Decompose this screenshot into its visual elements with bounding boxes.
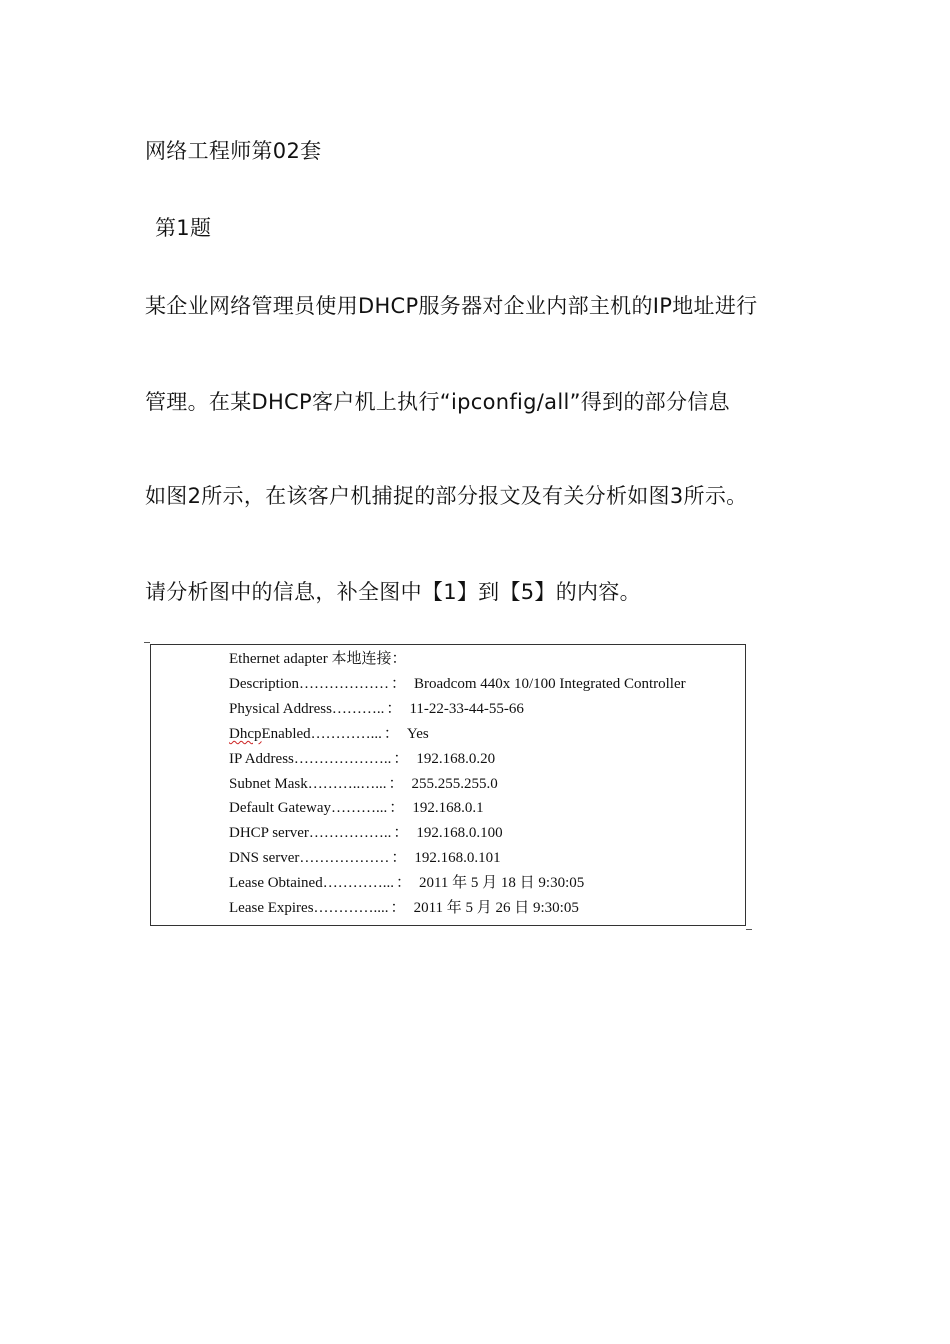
figure-row-subnet-mask [229,775,686,800]
row-dots: …………... [310,725,382,742]
row-separator: ： [395,875,411,892]
figure-row-description [229,675,686,700]
row-key: DHCP server [229,825,309,842]
figure-row-dns-server [229,849,686,874]
row-value: 192.168.0.100 [416,825,503,842]
figure-row-lease-obtained [229,874,686,899]
doc-title: 网络工程师第02套 [145,139,322,163]
row-dots: …………... [322,875,394,892]
row-dots: ……….. [331,700,385,717]
figure-row-default-gateway [229,799,686,824]
question-number: 第1题 [155,216,212,240]
row-key-misspelled: Dhcp [229,725,262,742]
row-key-rest: Enabled [261,725,311,742]
figure-header: Ethernet adapter 本地连接： [229,651,407,667]
row-separator: ： [393,750,409,767]
row-value: 192.168.0.1 [412,800,484,817]
row-separator: ： [388,775,404,792]
row-dots: ……………… [299,850,390,867]
row-value: 192.168.0.101 [414,850,501,867]
figure-row-physical-address [229,700,686,725]
question-paragraph-line-4: 请分析图中的信息，补全图中【1】到【5】的内容。 [145,580,641,604]
row-value: Broadcom 440x 10/100 Integrated Controller [414,676,686,692]
question-paragraph-line-3: 如图2所示，在该客户机捕捉的部分报文及有关分析如图3所示。 [145,484,748,508]
row-separator: ： [393,825,409,842]
row-value: 192.168.0.20 [416,750,496,767]
figure-corner-mark [144,642,150,643]
row-separator: ： [386,700,402,717]
row-key: Subnet Mask [229,775,308,792]
figure-row-lease-expires [229,899,686,924]
row-dots: ………... [331,800,388,817]
figure-row-ip-address [229,750,686,775]
ipconfig-figure [150,644,746,926]
row-separator: ： [391,850,407,867]
row-key: Description [229,676,299,692]
row-key: DNS server [229,850,300,867]
row-separator: ： [390,676,406,692]
row-value: 11-22-33-44-55-66 [409,700,524,717]
figure-rows [229,675,686,924]
row-value: Yes [406,725,429,742]
row-separator: ： [383,725,399,742]
row-separator: ： [389,800,405,817]
row-value: 255.255.255.0 [411,775,498,792]
row-dots: ……………….. [293,750,392,767]
row-dots: …………….. [308,825,392,842]
row-dots: ………..…... [307,775,387,792]
figure-corner-mark [746,929,752,930]
row-dots: ……………… [298,676,389,692]
figure-row-dhcp-enabled [229,725,686,750]
question-paragraph-line-2: 管理。在某DHCP客户机上执行“ipconfig/all”得到的部分信息 [145,390,730,414]
question-paragraph-line-1: 某企业网络管理员使用DHCP服务器对企业内部主机的IP地址进行 [145,294,758,318]
figure-row-dhcp-server [229,824,686,849]
row-separator: ： [390,900,406,917]
row-dots: ………….... [313,900,389,917]
row-key: IP Address [229,750,294,767]
row-key: Default Gateway [229,800,332,817]
row-key: Physical Address [229,700,332,717]
row-key: Lease Expires [229,900,314,917]
row-key: Lease Obtained [229,875,323,892]
row-value: 2011 年 5 月 18 日 9:30:05 [418,875,585,892]
row-value: 2011 年 5 月 26 日 9:30:05 [413,900,579,917]
